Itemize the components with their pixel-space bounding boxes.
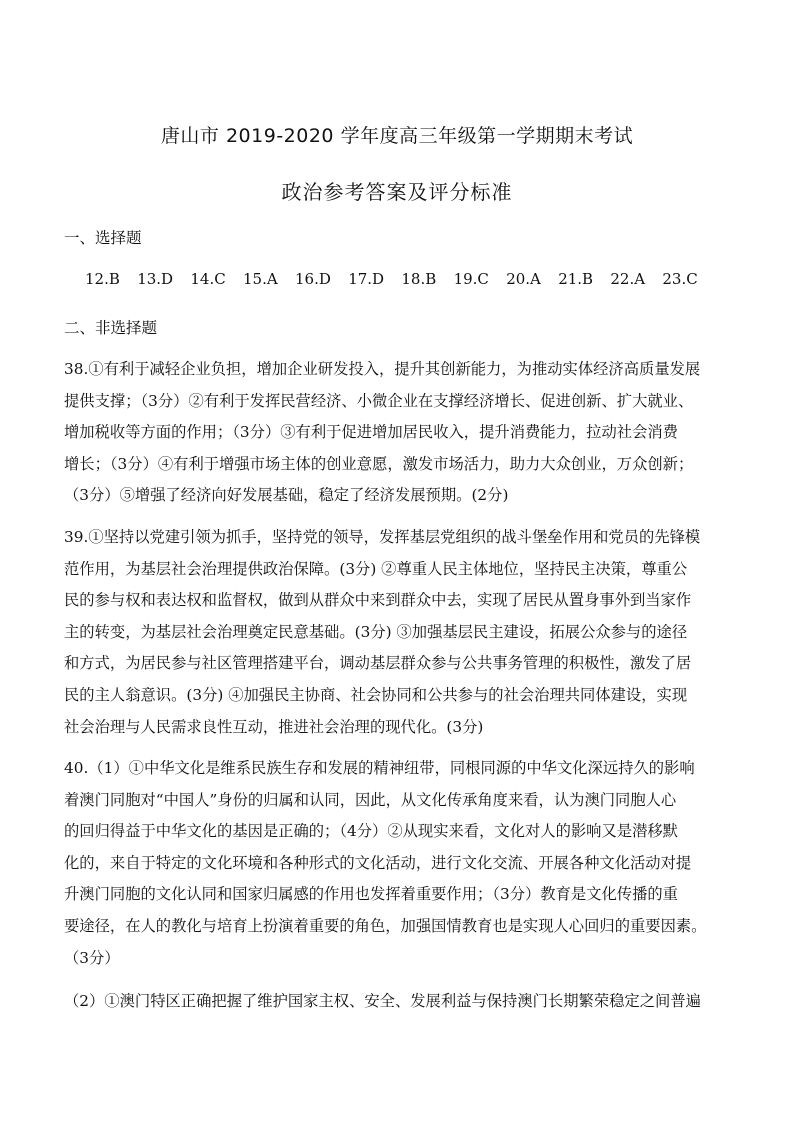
answer-item: 12.B bbox=[85, 270, 120, 288]
answer-item: 14.C bbox=[190, 270, 226, 288]
answer-line: 民的主人翁意识。(3分) ④加强民主协商、社会协同和公共参与的社会治理共同体建设，实现 bbox=[64, 685, 688, 704]
answer-line: 民的参与权和表达权和监督权，做到从群众中来到群众中去，实现了居民从置身事外到当家作 bbox=[64, 591, 692, 610]
answer-line: 增长；（3分）④有利于增强市场主体的创业意愿，激发市场活力，助力大众创业，万众创新； bbox=[64, 454, 694, 473]
answer-line: 着澳门同胞对“中国人”身份的归属和认同，因此，从文化传承角度来看，认为澳门同胞人心 bbox=[64, 790, 677, 809]
answer-item: 15.A bbox=[243, 270, 278, 288]
answer-key-list bbox=[85, 270, 715, 288]
page-title: 唐山市 2019-2020 学年度高三年级第一学期期末考试 bbox=[160, 125, 634, 147]
answer-item: 18.B bbox=[401, 270, 437, 288]
answer-line: 主的转变，为基层社会治理奠定民意基础。(3分) ③加强基层民主建设，拓展公众参与的途径 bbox=[64, 622, 688, 641]
question-38-answer bbox=[64, 354, 734, 512]
answer-item: 23.C bbox=[662, 270, 698, 288]
answer-line: 升澳门同胞的文化认同和国家归属感的作用也发挥着重要作用；（3分）教育是文化传播的重 bbox=[64, 885, 678, 904]
answer-line: 和方式，为居民参与社区管理搭建平台，调动基层群众参与公共事务管理的积极性，激发了居 bbox=[64, 654, 692, 673]
answer-line: 提供支撑；（3分）②有利于发挥民营经济、小微企业在支撑经济增长、促进创新、扩大就业、 bbox=[64, 391, 694, 410]
answer-line: 化的，来自于特定的文化环境和各种形式的文化活动，进行文化交流、开展各种文化活动对提 bbox=[64, 853, 692, 872]
question-40-1-answer bbox=[64, 753, 734, 974]
answer-line: 增加税收等方面的作用；（3分）③有利于促进增加居民收入，提升消费能力，拉动社会消费 bbox=[64, 423, 678, 442]
answer-item: 17.D bbox=[348, 270, 385, 288]
answer-line: （3分）⑤增强了经济向好发展基础，稳定了经济发展预期。(2分) bbox=[64, 486, 509, 505]
section-heading-choice: 一、选择题 bbox=[64, 229, 142, 247]
answer-item: 20.A bbox=[506, 270, 541, 288]
answer-line: （3分） bbox=[64, 948, 120, 967]
question-39-answer bbox=[64, 522, 734, 743]
question-40-2-answer bbox=[64, 986, 734, 1018]
answer-item: 13.D bbox=[137, 270, 174, 288]
section-heading-non-choice: 二、非选择题 bbox=[64, 319, 158, 337]
answer-item: 16.D bbox=[295, 270, 331, 288]
answer-item: 22.A bbox=[610, 270, 646, 288]
answer-line: 要途径，在人的教化与培育上扮演着重要的角色，加强国情教育也是实现人心回归的重要因素。 bbox=[64, 916, 707, 935]
answer-line: 社会治理与人民需求良性互动，推进社会治理的现代化。(3分) bbox=[64, 717, 484, 736]
answer-line: 范作用，为基层社会治理提供政治保障。(3分) ②尊重人民主体地位，坚持民主决策，尊重公 bbox=[64, 559, 688, 578]
answer-line: 的回归得益于中华文化的基因是正确的；（4分）②从现实来看，文化对人的影响又是潜移默 bbox=[64, 822, 678, 841]
page-subtitle: 政治参考答案及评分标准 bbox=[281, 180, 513, 204]
answer-item: 21.B bbox=[558, 270, 594, 288]
answer-line: （2）①澳门特区正确把握了维护国家主权、安全、发展利益与保持澳门长期繁荣稳定之间普遍 bbox=[64, 992, 701, 1010]
answer-line: 39.①坚持以党建引领为抓手，坚持党的领导，发挥基层党组织的战斗堡垒作用和党员的先锋模 bbox=[64, 528, 701, 546]
answer-item: 19.C bbox=[453, 270, 489, 288]
answer-line: 40.（1）①中华文化是维系民族生存和发展的精神纽带，同根同源的中华文化深远持久的影响 bbox=[64, 759, 695, 777]
answer-line: 38.①有利于减轻企业负担，增加企业研发投入，提升其创新能力，为推动实体经济高质量发展 bbox=[64, 360, 701, 378]
